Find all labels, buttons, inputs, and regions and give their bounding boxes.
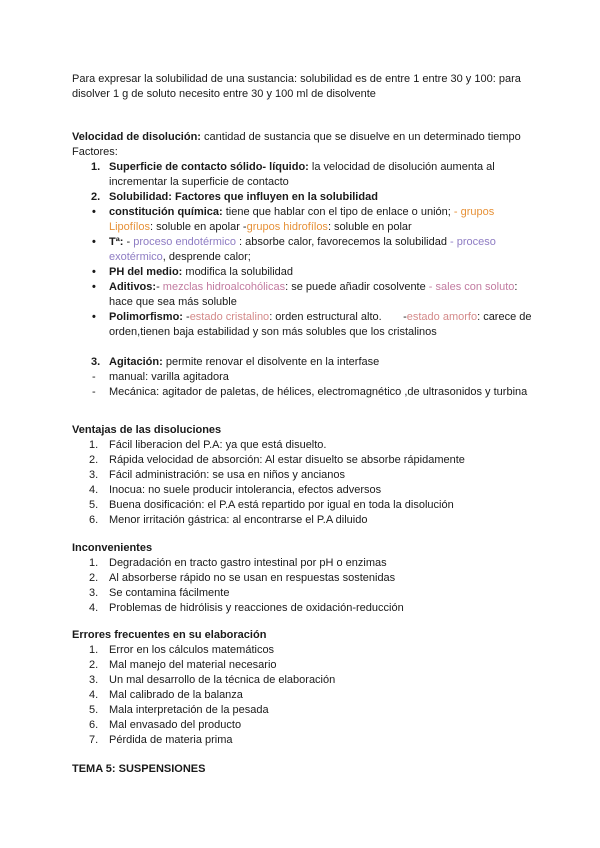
bullet-text: modifica la solubilidad [182,266,294,278]
bullet-text: : soluble en polar [327,221,412,233]
list-item [72,483,532,498]
list-text: Mala interpretación de la pesada [109,704,269,716]
list-number: 6. [89,514,99,526]
bullet-ph [72,265,532,280]
bullet-label: PH del medio: [109,266,183,278]
bullet-text: - [182,311,190,323]
velocidad-paragraph [72,130,532,145]
highlight-hidrofilos: grupos hidrofílos [246,221,328,233]
list-item [72,438,532,453]
list-item [72,688,532,703]
highlight-endotermico: proceso endotérmico [130,236,236,248]
list-text: Pérdida de materia prima [109,734,233,746]
list-number: 4. [89,689,99,701]
intro-text: Para expresar la solubilidad de una sustancia: solubilidad es de entre 1 entre 30 y 100: para disolver 1 g de soluto necesito entre 30 y 100 ml de disolvente [72,73,521,100]
highlight-hidroalcoholicas: mezclas hidroalcohólicas [159,281,286,293]
list-text: Mal manejo del material necesario [109,659,277,671]
factor-item-3 [72,355,532,370]
list-text: Un mal desarrollo de la técnica de elaboración [109,674,336,686]
dash-text: Mecánica: agitador de paletas, de hélices, electromagnético ,de ultrasonidos y turbina [109,386,528,398]
list-number: 2. [89,572,99,584]
list-text: Al absorberse rápido no se usan en respuestas sostenidas [109,572,396,584]
factores-label: Factores: [72,146,118,158]
list-number: 2. [89,454,99,466]
highlight-amorfo: estado amorfo [406,311,478,323]
bullet-label: constitución química: [109,206,223,218]
list-number: 1. [89,439,99,451]
velocidad-section [72,130,532,400]
bullet-text: : hace que sea más soluble [109,281,518,308]
dash-marker: - [92,386,96,398]
list-item [72,498,532,513]
list-text: Mal calibrado de la balanza [109,689,243,701]
bullet-label: Polimorfismo: [109,311,183,323]
list-number: 4. [89,484,99,496]
spacer [72,340,532,355]
highlight-lipofilos: - grupos Lipofílos [109,206,495,233]
list-item [72,658,532,673]
inconvenientes-section [72,541,532,616]
bullet-text: - [123,236,131,248]
bullet-text: - [156,281,160,293]
list-item [72,468,532,483]
ventajas-section [72,423,532,528]
errores-section [72,628,532,748]
bullet-aditivos [72,280,532,310]
list-number: 7. [89,734,99,746]
tema-title: TEMA 5: SUSPENSIONES [72,763,206,775]
list-item [72,643,532,658]
bullet-text: : soluble en apolar - [149,221,247,233]
velocidad-text: cantidad de sustancia que se disuelve en un determinado tiempo [200,131,521,143]
errores-list [72,643,532,748]
bullet-text: , desprende calor; [162,251,251,263]
list-text: Rápida velocidad de absorción: Al estar disuelto se absorbe rápidamente [109,454,465,466]
ventajas-list [72,438,532,528]
factor-label: Agitación: [109,356,163,368]
list-item [72,586,532,601]
dash-marker: - [92,371,96,383]
list-text: Buena dosificación: el P.A está repartido por igual en toda la disolución [109,499,454,511]
bullet-icon: • [92,311,96,323]
highlight-cristalino: estado cristalino [189,311,270,323]
factor-number: 3. [91,356,101,368]
list-text: Inocua: no suele producir intolerancia, efectos adversos [109,484,382,496]
factor-text: permite renovar el disolvente en la interfase [162,356,380,368]
ventajas-title: Ventajas de las disoluciones [72,424,222,436]
bullet-polimorfismo [72,310,532,340]
factor-number: 2. [91,191,101,203]
list-text: Fácil administración: se usa en niños y ancianos [109,469,346,481]
list-number: 5. [89,499,99,511]
list-number: 3. [89,469,99,481]
list-item [72,453,532,468]
bullet-icon: • [92,281,96,293]
highlight-sales: - sales con soluto [428,281,515,293]
tema-section [72,762,532,777]
factor-item-1 [72,160,532,190]
list-item [72,556,532,571]
bullet-temperatura [72,235,532,265]
list-number: 6. [89,719,99,731]
velocidad-title: Velocidad de disolución: [72,131,201,143]
list-number: 3. [89,674,99,686]
errores-title: Errores frecuentes en su elaboración [72,629,267,641]
list-number: 1. [89,644,99,656]
inconvenientes-list [72,556,532,616]
factor-label: Solubilidad: Factores que influyen en la solubilidad [109,191,378,203]
list-text: Menor irritación gástrica: al encontrarse el P.A diluido [109,514,368,526]
list-number: 4. [89,602,99,614]
list-item [72,733,532,748]
bullet-text: tiene que hablar con el tipo de enlace o unión; [222,206,451,218]
bullet-icon: • [92,266,96,278]
dash-item-manual [72,370,532,385]
list-number: 5. [89,704,99,716]
list-number: 1. [89,557,99,569]
dash-item-mecanica [72,385,532,400]
list-text: Degradación en tracto gastro intestinal por pH o enzimas [109,557,387,569]
inconvenientes-title: Inconvenientes [72,542,153,554]
list-text: Fácil liberacion del P.A: ya que está disuelto. [109,439,327,451]
factor-text: la velocidad de disolución aumenta al incrementar la superficie de contacto [109,161,495,188]
list-item [72,571,532,586]
highlight-exotermico: - proceso exotérmico [109,236,496,263]
bullet-icon: • [92,236,96,248]
bullet-label: Tª: [109,236,124,248]
dash-text: manual: varilla agitadora [109,371,229,383]
list-item [72,703,532,718]
intro-paragraph [72,72,532,102]
bullet-text: : carece de orden,tienen baja estabilidad y son más solubles que los cristalinos [109,311,532,338]
bullet-constitucion [72,205,532,235]
list-number: 2. [89,659,99,671]
list-item [72,673,532,688]
bullet-text: : absorbe calor, favorecemos la solubilidad [235,236,450,248]
list-item [72,513,532,528]
factor-item-2 [72,190,532,205]
list-text: Se contamina fácilmente [109,587,230,599]
factor-number: 1. [91,161,101,173]
bullet-text: : orden estructural alto. - [269,311,407,323]
list-number: 3. [89,587,99,599]
list-item [72,718,532,733]
bullet-label: Aditivos: [109,281,157,293]
list-text: Error en los cálculos matemáticos [109,644,275,656]
list-text: Mal envasado del producto [109,719,242,731]
bullet-icon: • [92,206,96,218]
factor-label: Superficie de contacto sólido- líquido: [109,161,309,173]
list-item [72,601,532,616]
bullet-text: : se puede añadir cosolvente [285,281,429,293]
list-text: Problemas de hidrólisis y reacciones de oxidación-reducción [109,602,404,614]
